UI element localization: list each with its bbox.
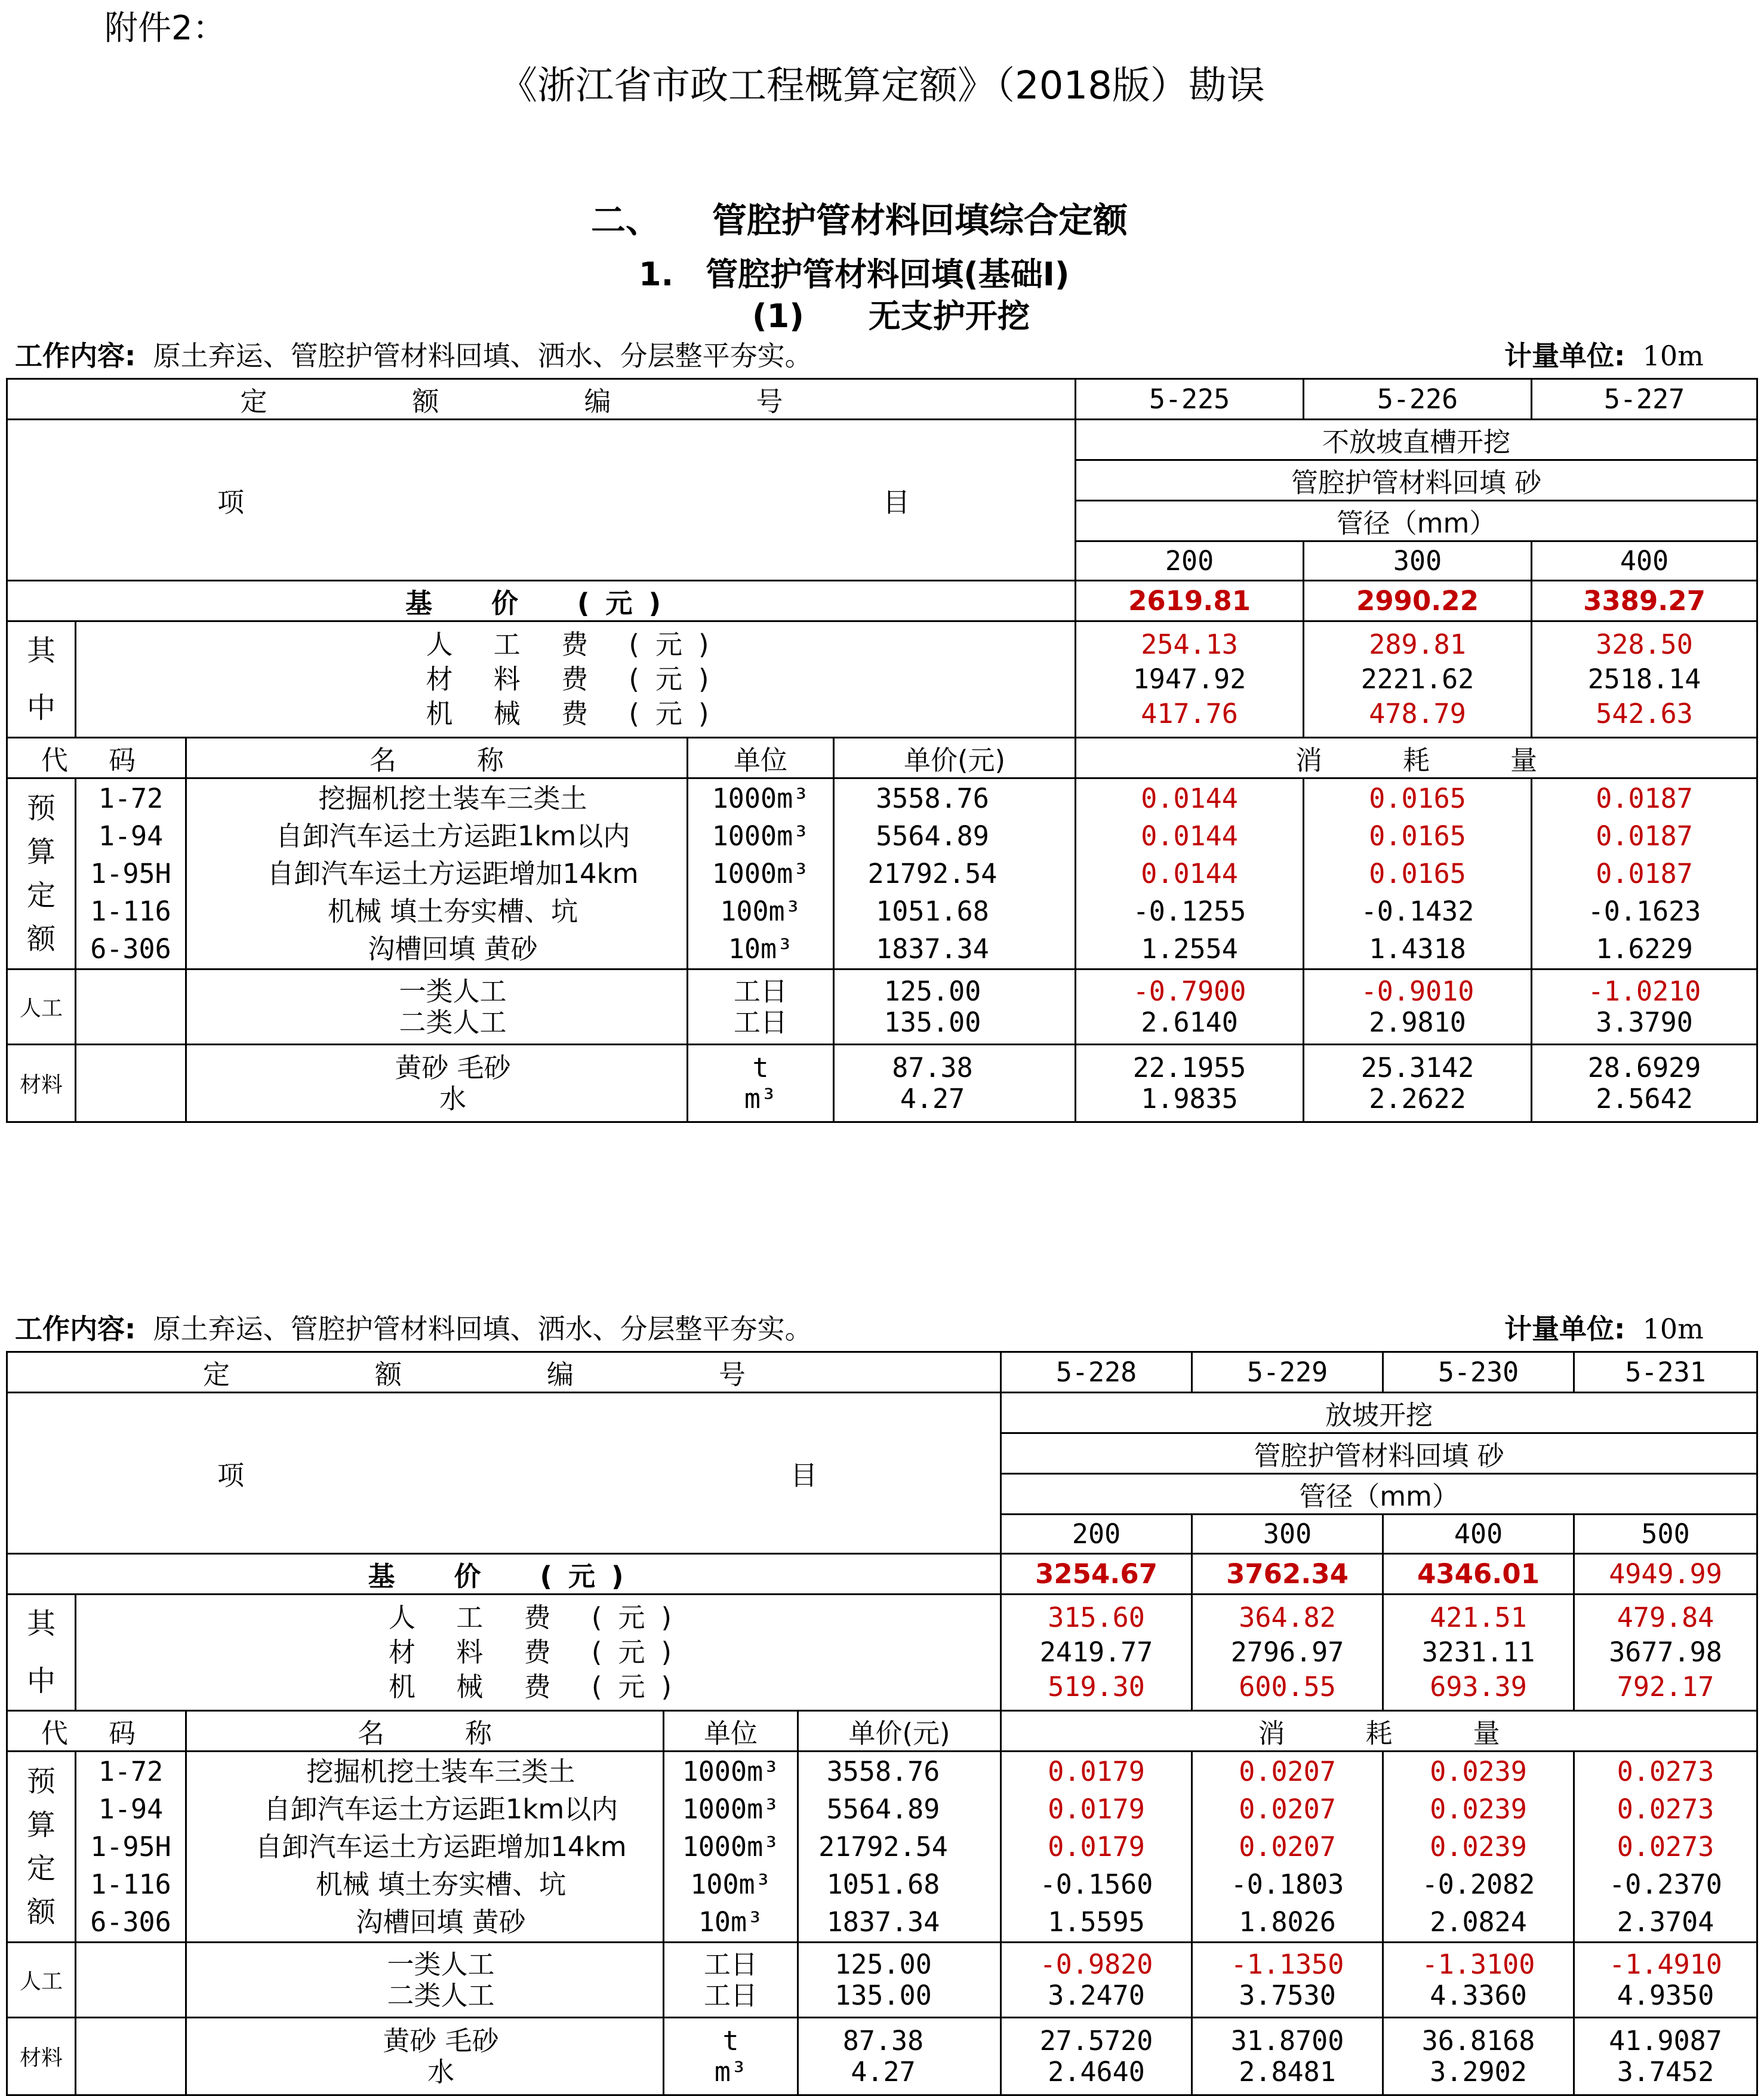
labor-group-label: 人工: [7, 969, 76, 1045]
material-quantities: 31.8700 2.8481: [1192, 2018, 1383, 2095]
labor-names: 一类人工 二类人工: [186, 1943, 664, 2018]
col-unit-label: 单位: [688, 738, 834, 778]
material-group-label: 材料: [7, 1045, 76, 1122]
unit-1: [1504, 342, 1704, 370]
material-block: [7, 2018, 1757, 2095]
base-price-row: [7, 1554, 1757, 1595]
labor-quantities: -1.3100 4.3360: [1383, 1943, 1574, 2018]
pipe-fill-label: 管腔护管材料回填 砂: [1001, 1433, 1757, 1474]
base-price-value: 4949.99: [1574, 1554, 1757, 1595]
quota-no-label: 定 额 编 号: [7, 379, 1076, 420]
column-header-row: [7, 738, 1757, 778]
pipe-dia-value: 200: [1076, 541, 1304, 581]
col-unit-label: 单位: [664, 1711, 798, 1752]
col-code-label: 代 码: [7, 1711, 186, 1752]
budget-quantities: 0.0239 0.0239 0.0239 -0.2082 2.0824: [1383, 1752, 1574, 1943]
labor-fee-label: 人 工 费 (元): [389, 1602, 688, 1633]
base-price-value: 3254.67: [1001, 1554, 1192, 1595]
section-title: 二、 管腔护管材料回填综合定额: [591, 200, 1128, 241]
base-price-value: 3389.27: [1532, 581, 1757, 621]
col-name-label: 名 称: [186, 738, 688, 778]
quota-code: 5-230: [1383, 1352, 1574, 1393]
pipe-dia-label: 管径（mm）: [1076, 501, 1757, 541]
labor-names: 一类人工 二类人工: [186, 969, 688, 1045]
col-consume-label: 消 耗 量: [1076, 738, 1757, 778]
labor-group-label: 人工: [7, 1943, 76, 2018]
budget-codes: 1-72 1-94 1-95H 1-116 6-306: [76, 778, 186, 969]
labor-quantities: -0.9010 2.9810: [1304, 969, 1532, 1045]
machine-fee-label: 机 械 费 (元): [389, 1671, 688, 1703]
material-fee-label: 材 料 费 (元): [389, 1636, 688, 1668]
material-block: [7, 1045, 1757, 1122]
item-right-label: 目: [790, 1460, 818, 1491]
item-right-label: 目: [883, 487, 910, 518]
labor-quantities: -0.9820 3.2470: [1001, 1943, 1192, 2018]
pipe-dia-value: 300: [1304, 541, 1532, 581]
unit-2: [1504, 1315, 1704, 1343]
material-quantities: 41.9087 3.7452: [1574, 2018, 1757, 2095]
material-names: 黄砂 毛砂 水: [186, 2018, 664, 2095]
work-content-1: [15, 342, 812, 370]
work-content-text: 原土弃运、管腔护管材料回填、洒水、分层整平夯实。: [153, 340, 812, 372]
material-prices: 87.38 4.27: [834, 1045, 1076, 1122]
item-header: [7, 1393, 1001, 1554]
fee-breakdown-row: [7, 1595, 1757, 1711]
fee-values: 479.84 3677.98 792.17: [1574, 1595, 1757, 1711]
unit-label: 计量单位:: [1504, 1313, 1626, 1345]
material-fee-label: 材 料 费 (元): [426, 663, 725, 695]
labor-prices: 125.00 135.00: [798, 1943, 1001, 2018]
fee-values: 315.60 2419.77 519.30: [1001, 1595, 1192, 1711]
material-quantities: 28.6929 2.5642: [1532, 1045, 1757, 1122]
qizhong-label: 其 中: [7, 621, 76, 738]
fee-labels: [76, 1595, 1001, 1711]
material-units: t m³: [688, 1045, 834, 1122]
col-consume-label: 消 耗 量: [1001, 1711, 1757, 1752]
pipe-fill-label: 管腔护管材料回填 砂: [1076, 460, 1757, 501]
subsection-title: 1. 管腔护管材料回填(基础Ⅰ): [639, 256, 1070, 293]
material-units: t m³: [664, 2018, 798, 2095]
labor-quantities: -1.0210 3.3790: [1532, 969, 1757, 1045]
pipe-dia-value: 500: [1574, 1515, 1757, 1554]
work-content-2: [15, 1315, 812, 1343]
base-price-value: 2990.22: [1304, 581, 1532, 621]
budget-codes: 1-72 1-94 1-95H 1-116 6-306: [76, 1752, 186, 1943]
pipe-dia-value: 300: [1192, 1515, 1383, 1554]
subsubsection-title: (1) 无支护开挖: [752, 297, 1030, 335]
quota-no-row: [7, 1352, 1757, 1393]
labor-block: [7, 969, 1757, 1045]
labor-quantities: -0.7900 2.6140: [1076, 969, 1304, 1045]
material-names: 黄砂 毛砂 水: [186, 1045, 688, 1122]
quota-code: 5-227: [1532, 379, 1757, 420]
col-code-label: 代 码: [7, 738, 186, 778]
fee-values: 289.81 2221.62 478.79: [1304, 621, 1532, 738]
base-price-value: 3762.34: [1192, 1554, 1383, 1595]
labor-block: [7, 1943, 1757, 2018]
labor-units: 工日 工日: [688, 969, 834, 1045]
budget-quantities: 0.0187 0.0187 0.0187 -0.1623 1.6229: [1532, 778, 1757, 969]
quota-code: 5-229: [1192, 1352, 1383, 1393]
base-price-value: 2619.81: [1076, 581, 1304, 621]
fee-breakdown-row: [7, 621, 1757, 738]
labor-prices: 125.00 135.00: [834, 969, 1076, 1045]
budget-vert-label: 预 算 定 额: [7, 1752, 76, 1943]
unit-value: 10m: [1642, 340, 1704, 372]
material-group-label: 材料: [7, 2018, 76, 2095]
work-content-label: 工作内容:: [15, 1313, 136, 1345]
pipe-dia-label: 管径（mm）: [1001, 1474, 1757, 1515]
material-quantities: 25.3142 2.2622: [1304, 1045, 1532, 1122]
base-price-value: 4346.01: [1383, 1554, 1574, 1595]
base-price-label: 基 价 (元): [7, 581, 1076, 621]
budget-quantities: 0.0179 0.0179 0.0179 -0.1560 1.5595: [1001, 1752, 1192, 1943]
unit-label: 计量单位:: [1504, 340, 1626, 372]
work-content-text: 原土弃运、管腔护管材料回填、洒水、分层整平夯实。: [153, 1313, 812, 1345]
base-price-row: [7, 581, 1757, 621]
material-quantities: 36.8168 3.2902: [1383, 2018, 1574, 2095]
fee-values: 328.50 2518.14 542.63: [1532, 621, 1757, 738]
unit-value: 10m: [1642, 1313, 1704, 1345]
method-label: 不放坡直槽开挖: [1076, 420, 1757, 460]
budget-prices: 3558.76 5564.89 21792.54 1051.68 1837.34: [834, 778, 1076, 969]
budget-block: [7, 778, 1757, 969]
item-left-label: 项: [217, 487, 245, 518]
quota-table-2: [6, 1351, 1758, 2096]
pipe-dia-value: 400: [1532, 541, 1757, 581]
work-content-label: 工作内容:: [15, 340, 136, 372]
fee-labels: [76, 621, 1076, 738]
col-price-label: 单价(元): [798, 1711, 1001, 1752]
labor-quantities: -1.4910 4.9350: [1574, 1943, 1757, 2018]
fee-values: 364.82 2796.97 600.55: [1192, 1595, 1383, 1711]
column-header-row: [7, 1711, 1757, 1752]
quota-code: 5-231: [1574, 1352, 1757, 1393]
col-name-label: 名 称: [186, 1711, 664, 1752]
budget-quantities: 0.0207 0.0207 0.0207 -0.1803 1.8026: [1192, 1752, 1383, 1943]
material-prices: 87.38 4.27: [798, 2018, 1001, 2095]
item-header: [7, 420, 1076, 581]
pipe-dia-value: 400: [1383, 1515, 1574, 1554]
material-quantities: 22.1955 1.9835: [1076, 1045, 1304, 1122]
quota-no-row: [7, 379, 1757, 420]
pipe-dia-value: 200: [1001, 1515, 1192, 1554]
budget-prices: 3558.76 5564.89 21792.54 1051.68 1837.34: [798, 1752, 1001, 1943]
quota-code: 5-225: [1076, 379, 1304, 420]
fee-values: 254.13 1947.92 417.76: [1076, 621, 1304, 738]
budget-names: 挖掘机挖土装车三类土 自卸汽车运土方运距1km以内 自卸汽车运土方运距增加14km 机械 填土夯实槽、坑 沟槽回填 黄砂: [186, 778, 688, 969]
budget-units: 1000m³ 1000m³ 1000m³ 100m³ 10m³: [688, 778, 834, 969]
document-title: 《浙江省市政工程概算定额》（2018版）勘误: [499, 64, 1265, 108]
item-left-label: 项: [217, 1460, 245, 1491]
budget-quantities: 0.0165 0.0165 0.0165 -0.1432 1.4318: [1304, 778, 1532, 969]
attachment-label: 附件2：: [104, 9, 226, 48]
budget-quantities: 0.0273 0.0273 0.0273 -0.2370 2.3704: [1574, 1752, 1757, 1943]
budget-quantities: 0.0144 0.0144 0.0144 -0.1255 1.2554: [1076, 778, 1304, 969]
method-label: 放坡开挖: [1001, 1393, 1757, 1433]
budget-vert-label: 预 算 定 额: [7, 778, 76, 969]
labor-units: 工日 工日: [664, 1943, 798, 2018]
quota-table-1: [6, 378, 1758, 1123]
labor-fee-label: 人 工 费 (元): [426, 629, 725, 660]
material-quantities: 27.5720 2.4640: [1001, 2018, 1192, 2095]
base-price-label: 基 价 (元): [7, 1554, 1001, 1595]
quota-code: 5-228: [1001, 1352, 1192, 1393]
qizhong-label: 其 中: [7, 1595, 76, 1711]
fee-values: 421.51 3231.11 693.39: [1383, 1595, 1574, 1711]
quota-no-label: 定 额 编 号: [7, 1352, 1001, 1393]
budget-names: 挖掘机挖土装车三类土 自卸汽车运土方运距1km以内 自卸汽车运土方运距增加14km 机械 填土夯实槽、坑 沟槽回填 黄砂: [186, 1752, 664, 1943]
quota-code: 5-226: [1304, 379, 1532, 420]
machine-fee-label: 机 械 费 (元): [426, 698, 725, 730]
labor-quantities: -1.1350 3.7530: [1192, 1943, 1383, 2018]
budget-block: [7, 1752, 1757, 1943]
col-price-label: 单价(元): [834, 738, 1076, 778]
budget-units: 1000m³ 1000m³ 1000m³ 100m³ 10m³: [664, 1752, 798, 1943]
